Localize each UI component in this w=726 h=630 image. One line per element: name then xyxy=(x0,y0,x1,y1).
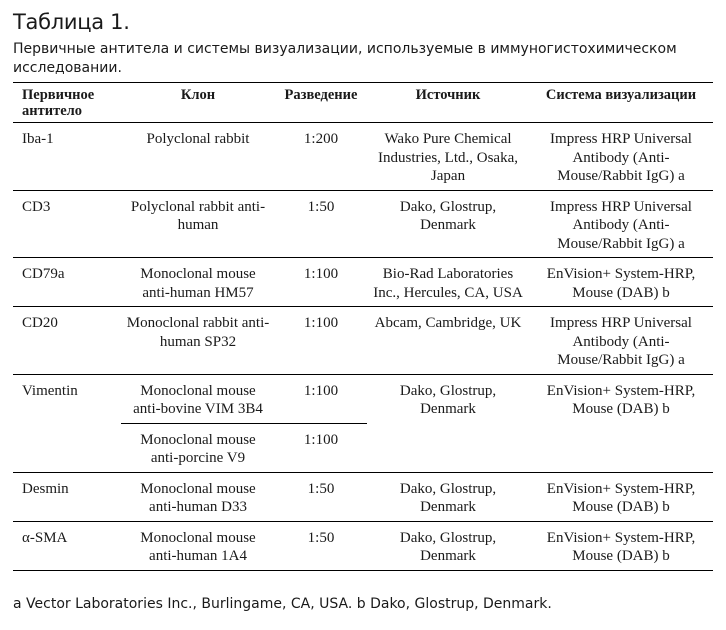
source-cell: Dako, Glostrup, Denmark xyxy=(399,529,497,564)
dilution-cell: 1:50 xyxy=(307,480,335,497)
table-row xyxy=(13,521,713,570)
header-clone: Клон xyxy=(180,87,216,103)
clone-cell: Polyclonal rabbit anti-human xyxy=(130,198,266,233)
system-cell: EnVision+ System-HRP, Mouse (DAB) b xyxy=(546,382,696,417)
antibody-cell: CD20 xyxy=(22,315,58,331)
antibody-cell: α-SMA xyxy=(22,529,68,546)
clone-cell: Monoclonal mouse anti-bovine VIM 3B4 xyxy=(133,382,263,417)
dilution-cell: 1:100 xyxy=(303,315,339,331)
clone-cell: Polyclonal rabbit xyxy=(146,131,250,147)
system-cell: EnVision+ System-HRP, Mouse (DAB) b xyxy=(546,480,696,515)
table-row xyxy=(13,307,713,375)
clone-cell: Monoclonal mouse anti-human D33 xyxy=(140,480,256,515)
source-cell: Bio-Rad Laboratories Inc., Hercules, CA, USA xyxy=(373,266,523,301)
antibody-cell: CD3 xyxy=(22,198,51,215)
header-antibody: Первичное антитело xyxy=(22,87,95,119)
source-cell: Dako, Glostrup, Denmark xyxy=(399,480,497,515)
clone-cell: Monoclonal mouse anti-porcine V9 xyxy=(121,423,275,472)
antibody-table xyxy=(13,82,713,571)
dilution-cell: 1:100 xyxy=(303,266,339,282)
dilution-cell: 1:50 xyxy=(307,529,335,546)
antibody-cell: CD79a xyxy=(22,266,65,282)
source-cell: Dako, Glostrup, Denmark xyxy=(399,198,497,233)
source-cell: Wako Pure Chemical Industries, Ltd., Osaka, Japan xyxy=(378,131,518,184)
header-dilution: Разведение xyxy=(284,87,358,103)
table-footnote: a Vector Laboratories Inc., Burlingame, CA, USA. b Dako, Glostrup, Denmark. xyxy=(13,596,552,612)
dilution-cell: 1:50 xyxy=(307,198,335,215)
table-row xyxy=(13,190,713,258)
source-cell: Dako, Glostrup, Denmark xyxy=(399,382,497,417)
header-row xyxy=(13,83,713,123)
antibody-cell: Vimentin xyxy=(22,382,78,399)
antibody-cell: Desmin xyxy=(22,480,69,497)
table-caption: Первичные антитела и системы визуализации, используемые в иммуногистохимическом исследовании. xyxy=(13,41,677,76)
source-cell: Abcam, Cambridge, UK xyxy=(374,315,522,331)
system-cell: Impress HRP Universal Antibody (Anti-Mouse/Rabbit IgG) a xyxy=(550,198,692,252)
dilution-cell: 1:200 xyxy=(303,131,339,147)
table-row xyxy=(13,258,713,307)
table-title: Таблица 1. xyxy=(13,10,130,34)
table-row xyxy=(13,374,713,423)
header-source: Источник xyxy=(415,87,481,103)
antibody-cell: Iba-1 xyxy=(22,131,54,147)
table-row xyxy=(13,472,713,521)
clone-cell: Monoclonal mouse anti-human HM57 xyxy=(140,266,256,301)
system-cell: Impress HRP Universal Antibody (Anti-Mouse/Rabbit IgG) a xyxy=(550,315,692,368)
system-cell: Impress HRP Universal Antibody (Anti-Mouse/Rabbit IgG) a xyxy=(550,131,692,184)
dilution-cell: 1:100 xyxy=(303,382,339,399)
system-cell: EnVision+ System-HRP, Mouse (DAB) b xyxy=(546,266,696,301)
system-cell: EnVision+ System-HRP, Mouse (DAB) b xyxy=(546,529,696,564)
dilution-cell: 1:100 xyxy=(275,423,367,472)
table-row xyxy=(13,123,713,191)
clone-cell: Monoclonal mouse anti-human 1A4 xyxy=(140,529,256,564)
header-system: Система визуализации xyxy=(545,87,697,103)
clone-cell: Monoclonal rabbit anti-human SP32 xyxy=(126,315,270,350)
